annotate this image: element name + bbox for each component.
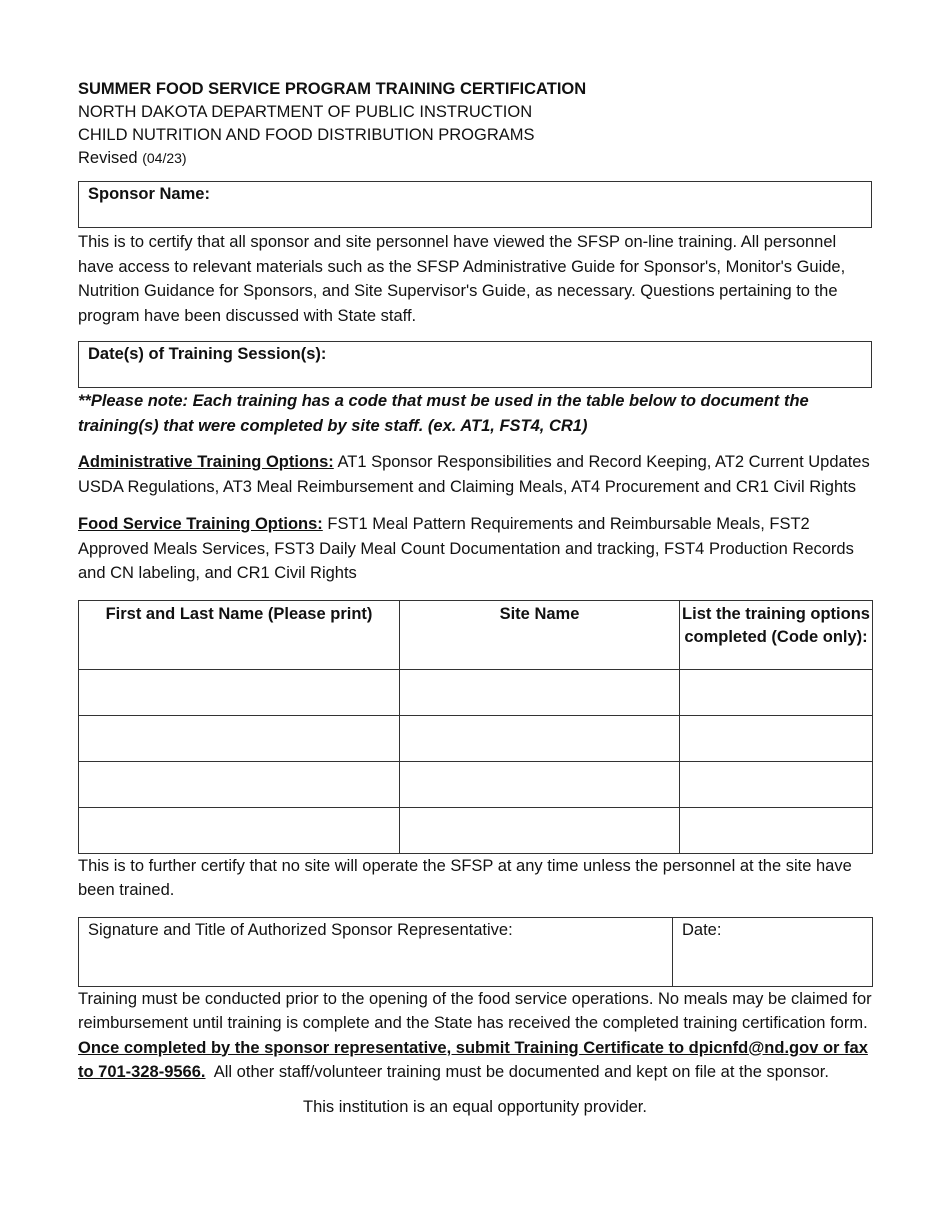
revised-date: (04/23) [142, 150, 187, 166]
department-line: NORTH DAKOTA DEPARTMENT OF PUBLIC INSTRUCTION [78, 103, 533, 121]
food-options-label: Food Service Training Options: [78, 515, 323, 533]
training-table [78, 600, 873, 854]
sponsor-name-field[interactable] [78, 181, 872, 228]
name-column-header: First and Last Name (Please print) [79, 600, 400, 669]
closing-text-2: All other staff/volunteer training must be documented and kept on file at the sponsor. [205, 1063, 829, 1081]
document-header [78, 78, 872, 170]
signature-field[interactable] [79, 917, 673, 986]
training-dates-field[interactable] [78, 341, 872, 388]
training-dates-label: Date(s) of Training Session(s): [88, 345, 327, 363]
closing-text-1: Training must be conducted prior to the opening of the food service operations. No meals may be claimed for reimbursement until training is complete and the State has received the completed training certification form. [78, 989, 877, 1032]
code-cell[interactable] [680, 669, 873, 715]
site-cell[interactable] [400, 715, 680, 761]
code-cell[interactable] [680, 761, 873, 807]
admin-options-text: AT1 Sponsor Responsibilities and Record Keeping, AT2 Current Updates USDA Regulations, AT3 Meal Reimbursement and Claiming Meals, AT4 Procurement and CR1 Civil Rights [78, 453, 870, 496]
name-cell[interactable] [79, 807, 400, 853]
sponsor-name-label: Sponsor Name: [88, 185, 210, 203]
code-column-header: List the training options completed (Code only): [680, 600, 873, 669]
table-row [79, 807, 873, 853]
code-cell[interactable] [680, 715, 873, 761]
training-certification-form [78, 78, 877, 1117]
admin-options-paragraph [78, 450, 872, 499]
certify-paragraph: This is to certify that all sponsor and site personnel have viewed the SFSP on-line training. All personnel have access to relevant materials such as the SFSP Administrative Guide for Sponsor's, Monitor's Guide, Nutrition Guidance for Sponsors, and Site Supervisor's Guide, as necessary. Questions pertaining to the program have been discussed with State staff. [78, 233, 846, 325]
site-cell[interactable] [400, 761, 680, 807]
table-row [79, 761, 873, 807]
revision-line [78, 147, 872, 170]
further-certify-paragraph: This is to further certify that no site will operate the SFSP at any time unless the personnel at the site have been trained. [78, 856, 852, 899]
signature-table [78, 917, 873, 987]
program-line: CHILD NUTRITION AND FOOD DISTRIBUTION PROGRAMS [78, 126, 535, 144]
name-cell[interactable] [79, 715, 400, 761]
code-cell[interactable] [680, 807, 873, 853]
revised-label: Revised [78, 149, 138, 167]
name-cell[interactable] [79, 761, 400, 807]
name-cell[interactable] [79, 669, 400, 715]
submission-instructions: Once completed by the sponsor representative, submit Training Certificate to dpicnfd@nd.gov or fax to 701-328-9566. [78, 1038, 868, 1081]
equal-opportunity-statement: This institution is an equal opportunity provider. [303, 1097, 647, 1116]
table-row [79, 715, 873, 761]
site-cell[interactable] [400, 807, 680, 853]
date-field[interactable] [673, 917, 873, 986]
training-code-note: **Please note: Each training has a code that must be used in the table below to document the training(s) that were completed by site staff. (ex. AT1, FST4, CR1) [78, 392, 809, 435]
table-header-row [79, 600, 873, 669]
document-title: SUMMER FOOD SERVICE PROGRAM TRAINING CERTIFICATION [78, 80, 587, 98]
date-label: Date: [682, 920, 722, 939]
food-options-text: FST1 Meal Pattern Requirements and Reimbursable Meals, FST2 Approved Meals Services, FST3 Daily Meal Count Documentation and tracking, FST4 Production Records and CN labeling, and CR1 Civil Rights [78, 515, 854, 582]
table-row [79, 669, 873, 715]
site-cell[interactable] [400, 669, 680, 715]
site-column-header: Site Name [400, 600, 680, 669]
admin-options-label: Administrative Training Options: [78, 453, 334, 471]
food-options-paragraph [78, 512, 872, 586]
signature-label: Signature and Title of Authorized Sponsor Representative: [88, 920, 513, 939]
closing-paragraph [78, 987, 877, 1085]
